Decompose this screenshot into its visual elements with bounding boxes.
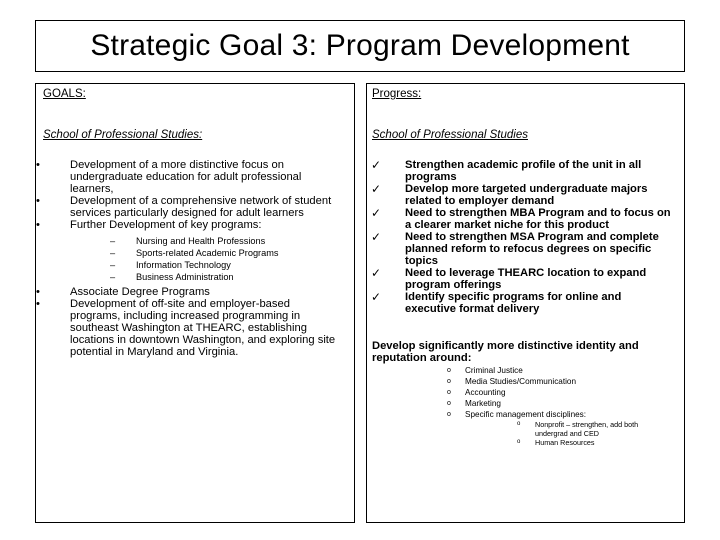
progress-item: [371, 207, 671, 231]
key-programs-list: [70, 235, 336, 283]
area-item: [447, 376, 667, 387]
area-item: [447, 398, 667, 409]
circle-bullet-icon: o: [447, 367, 451, 374]
dash-icon: –: [110, 260, 116, 270]
key-program-item: [70, 247, 336, 259]
sub-area-item: [517, 438, 667, 447]
sub-area-item-text: Nonprofit – strengthen, add both undergrad and CED: [535, 420, 639, 438]
circle-bullet-icon: o: [447, 400, 451, 407]
title-box: [35, 20, 685, 72]
develop-statement: [372, 340, 672, 364]
progress-panel: [366, 83, 685, 523]
dash-icon: –: [110, 236, 116, 246]
circle-bullet-icon: o: [447, 389, 451, 396]
key-program-text: Nursing and Health Professions: [136, 236, 266, 246]
area-item-text: Specific management disciplines:: [465, 410, 587, 419]
goal-item-text: Development of a more distinctive focus on undergraduate education for adult professional learners,: [70, 159, 302, 195]
bullet-icon: •: [36, 159, 40, 171]
bullet-icon: •: [36, 219, 40, 231]
goal-item-text: Development of off-site and employer-based programs, including increased programming in southeast Washington at THEARC, establishing locations in downtown Washington, and exploring site potential in Maryland and Virginia.: [70, 298, 336, 358]
progress-item: [371, 267, 671, 291]
goals-header: GOALS:: [43, 88, 86, 100]
dash-icon: –: [110, 248, 116, 258]
progress-item-text: Need to strengthen MSA Program and complete planned reform to refocus degrees on specific topics: [405, 231, 659, 267]
progress-item: [371, 291, 671, 315]
checkmark-icon: ✓: [371, 182, 382, 196]
sub-area-item: [517, 420, 667, 438]
key-program-item: [70, 235, 336, 247]
progress-item-text: Develop more targeted undergraduate majors related to employer demand: [405, 183, 648, 207]
key-program-text: Sports-related Academic Programs: [136, 248, 279, 258]
progress-item-text: Identify specific programs for online and executive format delivery: [405, 291, 622, 315]
progress-header: Progress:: [372, 88, 422, 100]
sub-areas-list: [517, 420, 667, 447]
circle-bullet-icon: o: [517, 439, 521, 445]
progress-item: [371, 231, 671, 267]
goal-item: [36, 298, 336, 358]
bullet-icon: •: [36, 298, 40, 310]
area-item: [447, 387, 667, 398]
checkmark-icon: ✓: [371, 158, 382, 172]
area-item: [447, 409, 667, 420]
goal-item-text: Further Development of key programs:: [70, 219, 262, 231]
bullet-icon: •: [36, 195, 40, 207]
key-program-text: Information Technology: [136, 260, 231, 270]
progress-item: [371, 183, 671, 207]
key-program-item: [70, 271, 336, 283]
sub-area-item-text: Human Resources: [535, 438, 595, 447]
progress-item-text: Need to strengthen MBA Program and to focus on a clearer market niche for this product: [405, 207, 671, 231]
goal-item: [36, 159, 336, 195]
checkmark-icon: ✓: [371, 290, 382, 304]
key-program-item: [70, 259, 336, 271]
circle-bullet-icon: o: [447, 378, 451, 385]
slide-title: Strategic Goal 3: Program Development: [90, 29, 630, 62]
bullet-icon: •: [36, 286, 40, 298]
circle-bullet-icon: o: [447, 411, 451, 418]
progress-item-text: Strengthen academic profile of the unit in all programs: [405, 159, 642, 183]
progress-list: [371, 159, 671, 315]
area-item-text: Marketing: [465, 399, 501, 408]
checkmark-icon: ✓: [371, 266, 382, 280]
goal-item: [36, 286, 336, 298]
area-item: [447, 365, 667, 376]
goal-item-text: Development of a comprehensive network of student services particularly designed for adult learners: [70, 195, 332, 219]
progress-item-text: Need to leverage THEARC location to expand program offerings: [405, 267, 647, 291]
key-program-text: Business Administration: [136, 272, 234, 282]
checkmark-icon: ✓: [371, 230, 382, 244]
goal-item-text: Associate Degree Programs: [70, 286, 210, 298]
develop-text: Develop significantly more distinctive identity and reputation around:: [372, 340, 639, 364]
checkmark-icon: ✓: [371, 206, 382, 220]
progress-item: [371, 159, 671, 183]
area-item-text: Criminal Justice: [465, 366, 523, 375]
areas-list: [447, 365, 667, 420]
goal-item: [36, 219, 336, 283]
area-item-text: Accounting: [465, 388, 506, 397]
goals-subheader: School of Professional Studies:: [43, 129, 203, 141]
progress-subheader: School of Professional Studies: [372, 129, 528, 141]
circle-bullet-icon: o: [517, 421, 521, 427]
area-item-text: Media Studies/Communication: [465, 377, 577, 386]
goal-item: [36, 195, 336, 219]
goals-list: [36, 159, 336, 358]
goals-panel: [35, 83, 355, 523]
dash-icon: –: [110, 272, 116, 282]
